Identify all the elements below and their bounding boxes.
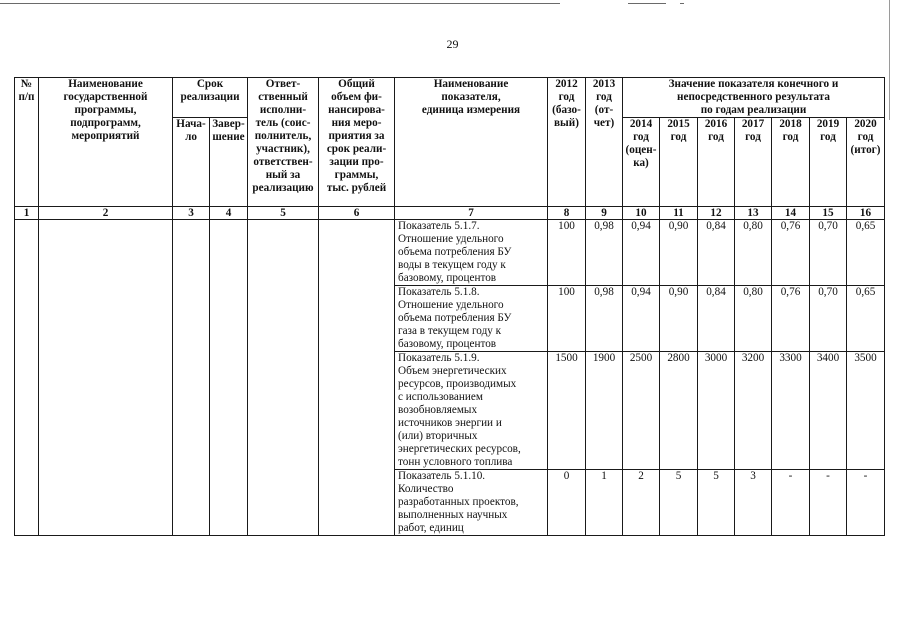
header-text-line: 2012 xyxy=(555,78,578,90)
header-start xyxy=(173,118,210,207)
value-cell: 3400 xyxy=(810,352,847,470)
scan-top-rule-fragment xyxy=(680,3,684,4)
header-text-line: 2020 xyxy=(854,118,877,130)
header-text-line: ответствен- xyxy=(253,156,313,168)
header-text-line: реализации xyxy=(180,91,240,103)
column-number: 16 xyxy=(847,207,885,220)
indicator-text-line: Показатель 5.1.7. xyxy=(398,220,480,232)
header-text-line: п/п xyxy=(18,91,35,103)
header-text-line: ка) xyxy=(633,157,649,169)
value-cell: 0,65 xyxy=(847,286,885,352)
header-executor xyxy=(248,78,319,207)
page-number: 29 xyxy=(446,37,459,51)
header-text-line: объем фи- xyxy=(331,91,382,103)
indicator-text-line: Показатель 5.1.10. xyxy=(398,470,486,482)
indicator-text-line: объема потребления БУ xyxy=(398,246,512,258)
header-text-line: непосредственного результата xyxy=(677,91,830,103)
indicator-text-line: воды в текущем году к xyxy=(398,259,506,271)
column-number: 7 xyxy=(395,207,548,220)
header-text-line: подпрограмм, xyxy=(70,117,141,129)
end-cell xyxy=(210,220,248,536)
header-row-top xyxy=(15,78,885,118)
header-text-line: год xyxy=(596,91,612,103)
header-text-line: год xyxy=(708,131,724,143)
header-text-line: показателя, xyxy=(441,91,501,103)
column-number: 2 xyxy=(39,207,173,220)
indicator-text-line: тонн условного топлива xyxy=(398,456,513,468)
column-number: 3 xyxy=(173,207,210,220)
header-2014 xyxy=(623,118,660,207)
value-cell: 0,70 xyxy=(810,220,847,286)
value-cell: 1 xyxy=(586,470,623,536)
header-text-line: зации про- xyxy=(329,156,384,168)
value-cell: 5 xyxy=(698,470,735,536)
indicator-text-line: базовому, процентов xyxy=(398,272,497,284)
indicator-text-line: объема потребления БУ xyxy=(398,312,512,324)
indicators-table xyxy=(14,77,885,536)
indicator-text-line: Показатель 5.1.8. xyxy=(398,286,480,298)
header-text-line: 2013 xyxy=(592,78,616,90)
header-text-line: нансирова- xyxy=(328,104,385,116)
column-number: 12 xyxy=(698,207,735,220)
value-cell: 0,90 xyxy=(660,286,698,352)
value-cell: 3300 xyxy=(772,352,810,470)
value-cell: 0,70 xyxy=(810,286,847,352)
header-2013 xyxy=(586,78,623,207)
header-text-line: ния меро- xyxy=(331,117,382,129)
value-cell: - xyxy=(810,470,847,536)
column-number: 8 xyxy=(548,207,586,220)
header-text-line: срок реали- xyxy=(326,143,387,155)
header-2019 xyxy=(810,118,847,207)
value-cell: 0,84 xyxy=(698,220,735,286)
header-text-line: 2015 xyxy=(667,118,690,130)
header-text-line: шение xyxy=(212,131,245,143)
column-number: 9 xyxy=(586,207,623,220)
header-text-line: ло xyxy=(185,131,197,143)
header-text-line: вый) xyxy=(554,117,579,129)
header-text-line: граммы, xyxy=(334,169,379,181)
value-cell: 0 xyxy=(548,470,586,536)
table-row xyxy=(15,220,885,286)
value-cell: 0,98 xyxy=(586,286,623,352)
value-cell: 3 xyxy=(735,470,772,536)
header-values-by-year xyxy=(623,78,885,118)
value-cell: 0,84 xyxy=(698,286,735,352)
header-text-line: реализацию xyxy=(252,182,314,194)
value-cell: 0,90 xyxy=(660,220,698,286)
header-text-line: год xyxy=(857,131,874,143)
value-cell: 2 xyxy=(623,470,660,536)
indicator-name-cell xyxy=(395,352,548,470)
header-program-name xyxy=(39,78,173,207)
header-text-line: (оцен- xyxy=(625,144,657,156)
header-text-line: Ответ- xyxy=(265,78,301,90)
header-text-line: Завер- xyxy=(212,118,245,130)
header-text-line: (итог) xyxy=(850,144,881,156)
program-name-cell xyxy=(39,220,173,536)
indicator-text-line: ресурсов, производимых xyxy=(398,378,517,390)
scan-right-edge-line xyxy=(889,0,890,120)
column-number: 14 xyxy=(772,207,810,220)
header-text-line: 2016 xyxy=(704,118,728,130)
indicator-text-line: Отношение удельного xyxy=(398,233,504,245)
value-cell: 0,80 xyxy=(735,220,772,286)
column-number: 5 xyxy=(248,207,319,220)
value-cell: 0,76 xyxy=(772,220,810,286)
header-text-line: год xyxy=(670,131,687,143)
header-text-line: программы, xyxy=(74,104,137,116)
header-end xyxy=(210,118,248,207)
header-2020 xyxy=(847,118,885,207)
header-2017 xyxy=(735,118,772,207)
value-cell: - xyxy=(772,470,810,536)
header-text-line: 2019 xyxy=(816,118,840,130)
indicator-text-line: Отношение удельного xyxy=(398,299,504,311)
header-text-line: Нача- xyxy=(176,118,206,130)
indicator-text-line: Объем энергетических xyxy=(398,365,507,377)
header-2015 xyxy=(660,118,698,207)
header-text-line: 2017 xyxy=(741,118,765,130)
indicator-text-line: разработанных проектов, xyxy=(398,496,519,508)
column-number: 4 xyxy=(210,207,248,220)
value-cell: 0,65 xyxy=(847,220,885,286)
indicator-text-line: (или) вторичных xyxy=(398,430,478,442)
header-number xyxy=(15,78,39,207)
value-cell: - xyxy=(847,470,885,536)
column-number: 13 xyxy=(735,207,772,220)
value-cell: 2800 xyxy=(660,352,698,470)
header-text-line: Значение показателя конечного и xyxy=(668,78,839,90)
header-text-line: единица измерения xyxy=(421,104,521,116)
indicator-text-line: с использованием xyxy=(398,391,483,403)
header-text-line: ный за xyxy=(265,169,301,181)
value-cell: 0,80 xyxy=(735,286,772,352)
column-number: 15 xyxy=(810,207,847,220)
indicator-name-cell xyxy=(395,470,548,536)
header-text-line: год xyxy=(558,91,575,103)
indicator-text-line: работ, единиц xyxy=(398,522,464,534)
header-text-line: год xyxy=(745,131,761,143)
header-2018 xyxy=(772,118,810,207)
value-cell: 2500 xyxy=(623,352,660,470)
scan-top-rule-fragment xyxy=(628,3,666,4)
header-text-line: Общий xyxy=(338,78,375,90)
value-cell: 100 xyxy=(548,220,586,286)
value-cell: 1500 xyxy=(548,352,586,470)
column-number: 1 xyxy=(15,207,39,220)
header-text-line: Наименование xyxy=(433,78,509,90)
header-text-line: Наименование xyxy=(68,78,143,90)
header-text-line: по годам реализации xyxy=(700,104,807,116)
indicator-text-line: базовому, процентов xyxy=(398,338,497,350)
header-text-line: полнитель, xyxy=(254,130,312,142)
indicator-rows xyxy=(15,220,885,536)
row-number-cell xyxy=(15,220,39,536)
indicator-text-line: энергетических ресурсов, xyxy=(398,443,521,455)
scan-top-rule xyxy=(0,3,560,4)
column-number: 6 xyxy=(319,207,395,220)
value-cell: 0,94 xyxy=(623,220,660,286)
value-cell: 100 xyxy=(548,286,586,352)
header-text-line: 2014 xyxy=(629,118,653,130)
header-text-line: исполни- xyxy=(259,104,307,116)
indicator-text-line: выполненных научных xyxy=(398,509,508,521)
column-number: 11 xyxy=(660,207,698,220)
start-cell xyxy=(173,220,210,536)
header-text-line: чет) xyxy=(593,117,615,129)
header-text-line: ственный xyxy=(258,91,308,103)
header-text-line: (от- xyxy=(594,104,614,116)
column-number-row xyxy=(15,207,885,220)
header-text-line: (базо- xyxy=(552,104,581,116)
indicator-name-cell xyxy=(395,286,548,352)
value-cell: 0,76 xyxy=(772,286,810,352)
column-number: 10 xyxy=(623,207,660,220)
indicator-text-line: источников энергии и xyxy=(398,417,502,429)
header-text-line: участник), xyxy=(256,143,310,155)
indicator-text-line: Количество xyxy=(398,483,454,495)
indicator-name-cell xyxy=(395,220,548,286)
value-cell: 3500 xyxy=(847,352,885,470)
header-text-line: государственной xyxy=(63,91,148,103)
value-cell: 1900 xyxy=(586,352,623,470)
header-text-line: тыс. рублей xyxy=(326,182,387,194)
value-cell: 3000 xyxy=(698,352,735,470)
value-cell: 0,98 xyxy=(586,220,623,286)
indicator-text-line: газа в текущем году к xyxy=(398,325,502,337)
value-cell: 5 xyxy=(660,470,698,536)
header-indicator-name xyxy=(395,78,548,207)
value-cell: 0,94 xyxy=(623,286,660,352)
header-2016 xyxy=(698,118,735,207)
header-text-line: приятия за xyxy=(328,130,385,142)
indicator-text-line: Показатель 5.1.9. xyxy=(398,352,480,364)
funding-cell xyxy=(319,220,395,536)
header-funding xyxy=(319,78,395,207)
header-text-line: мероприятий xyxy=(71,130,140,142)
header-text-line: год xyxy=(633,131,649,143)
value-cell: 3200 xyxy=(735,352,772,470)
executor-cell xyxy=(248,220,319,536)
header-text-line: год xyxy=(820,131,836,143)
header-text-line: год xyxy=(782,131,799,143)
header-text-line: Срок xyxy=(196,78,224,90)
header-term xyxy=(173,78,248,118)
header-2012 xyxy=(548,78,586,207)
header-text-line: № xyxy=(20,78,33,90)
indicator-text-line: возобновляемых xyxy=(398,404,478,416)
header-text-line: тель (соис- xyxy=(255,117,311,129)
header-text-line: 2018 xyxy=(779,118,802,130)
